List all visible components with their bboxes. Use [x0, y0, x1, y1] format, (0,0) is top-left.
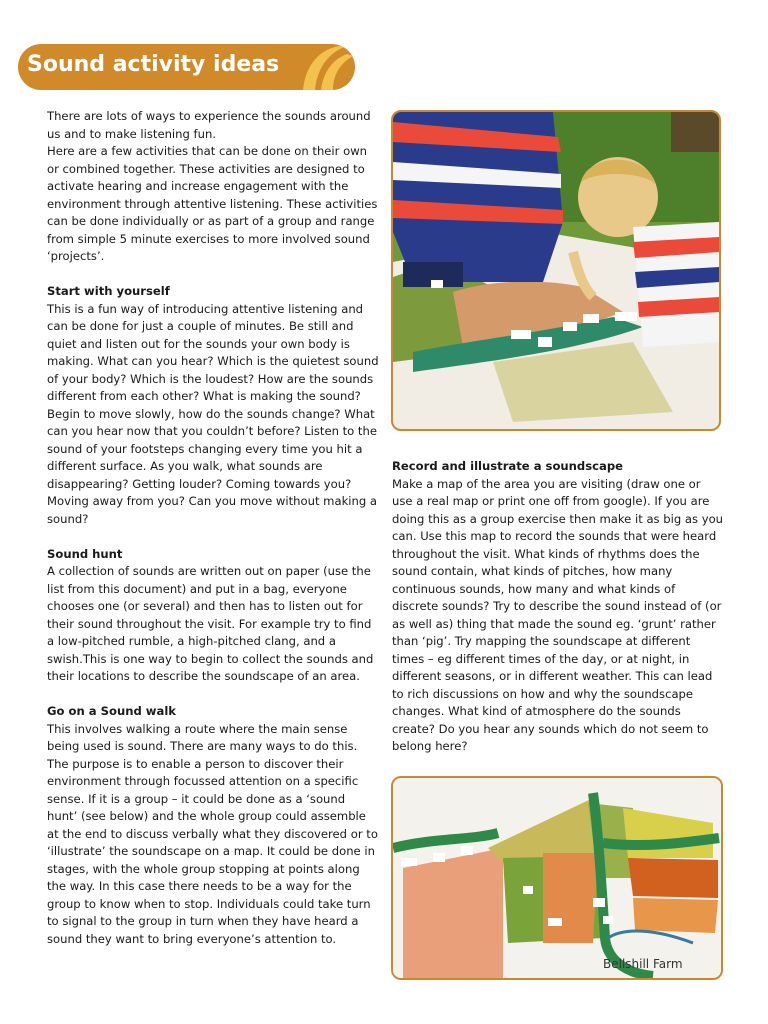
section-heading-record-soundscape: Record and illustrate a soundscape [392, 459, 623, 473]
section-body-sound-walk: This involves walking a route where the main sense being used is sound. There are many ways to do this. The purpose is to enable a person to discover their environment through focussed attention on a specific sense. If it is a group – it could be done as a ‘sound hunt’ (see below) and the whole group could assemble at the end to discuss verbally what they discovered or to ‘illustrate’ the soundscape on a map. It could be done in stages, with the whole group stopping at points along the way. In this case there needs to be a way for the group to know when to stop. Individuals could take turn to signal to the group in turn when they have heard a sound they want to bring everyone’s attention to. [47, 721, 378, 946]
intro-paragraph-1: There are lots of ways to experience the sounds around us and to make listening fun. [47, 109, 371, 141]
section-body-start-with-yourself: This is a fun way of introducing attentive listening and can be done for just a couple of minutes. Be still and quiet and listen out for the sounds your own body is making. What can you hear? Which is the quietest sound of your body? Which is the loudest? How are the sounds different from each other? What is making the sound? Begin to move slowly, how do the sounds change? What can you hear now that you couldn’t before? Listen to the sound of your footsteps changing every time you hit a different surface. As you walk, what sounds are disappearing? Getting louder? Coming towards you? Moving away from you? Can you move without making a sound? [47, 301, 379, 526]
title-banner [18, 44, 355, 90]
intro-paragraph-2: Here are a few activities that can be done on their own or combined together. These activities are designed to activate hearing and increase engagement with the environment through attentive listening. These activities can be done individually or as part of a group and range from simple 5 minute exercises to more involved sound ‘projects’. [47, 144, 378, 263]
section-body-sound-hunt: A collection of sounds are written out on paper (use the list from this document) and put in a bag, everyone chooses one (or several) and then has to listen out for their sound throughout the visit. For example try to find a low-pitched rumble, a high-pitched clang, and a swish.This is one way to begin to collect the sounds and their locations to describe the soundscape of an area. [47, 564, 374, 683]
section-heading-sound-hunt: Sound hunt [47, 546, 123, 561]
page-title: Sound activity ideas [27, 52, 280, 77]
left-column [47, 108, 379, 948]
section-heading-sound-walk: Go on a Sound walk [47, 704, 177, 718]
soundscape-map-illustration [393, 778, 721, 978]
map-caption: Bellshill Farm [603, 957, 683, 971]
photo-soundscape-map [391, 776, 723, 980]
decorative-swoosh-icon [295, 44, 355, 90]
photo-children-with-map [391, 110, 721, 431]
section-body-record-soundscape: Make a map of the area you are visiting (draw one or use a real map or print one off from google). If you are doing this as a group exercise then make it as big as you can. Use this map to record the sounds that were heard throughout the visit. What kinds of rhythms does the sound contain, what kinds of pitches, how many continuous sounds, how many and what kinds of discrete sounds? Try to describe the sound instead of (or as well as) thing that made the sound eg. ‘grunt’ rather than ‘pig’. Try mapping the soundscape at different times – eg different times of the day, or at night, in different seasons, or in different weather. This can lead to rich discussions on how and why the soundscape changes. What kind of atmosphere do the sounds create? Do you hear any sounds which do not seem to belong here? [392, 476, 724, 753]
right-column [392, 458, 724, 756]
children-map-illustration [393, 112, 719, 429]
section-heading-start-with-yourself: Start with yourself [47, 284, 170, 298]
